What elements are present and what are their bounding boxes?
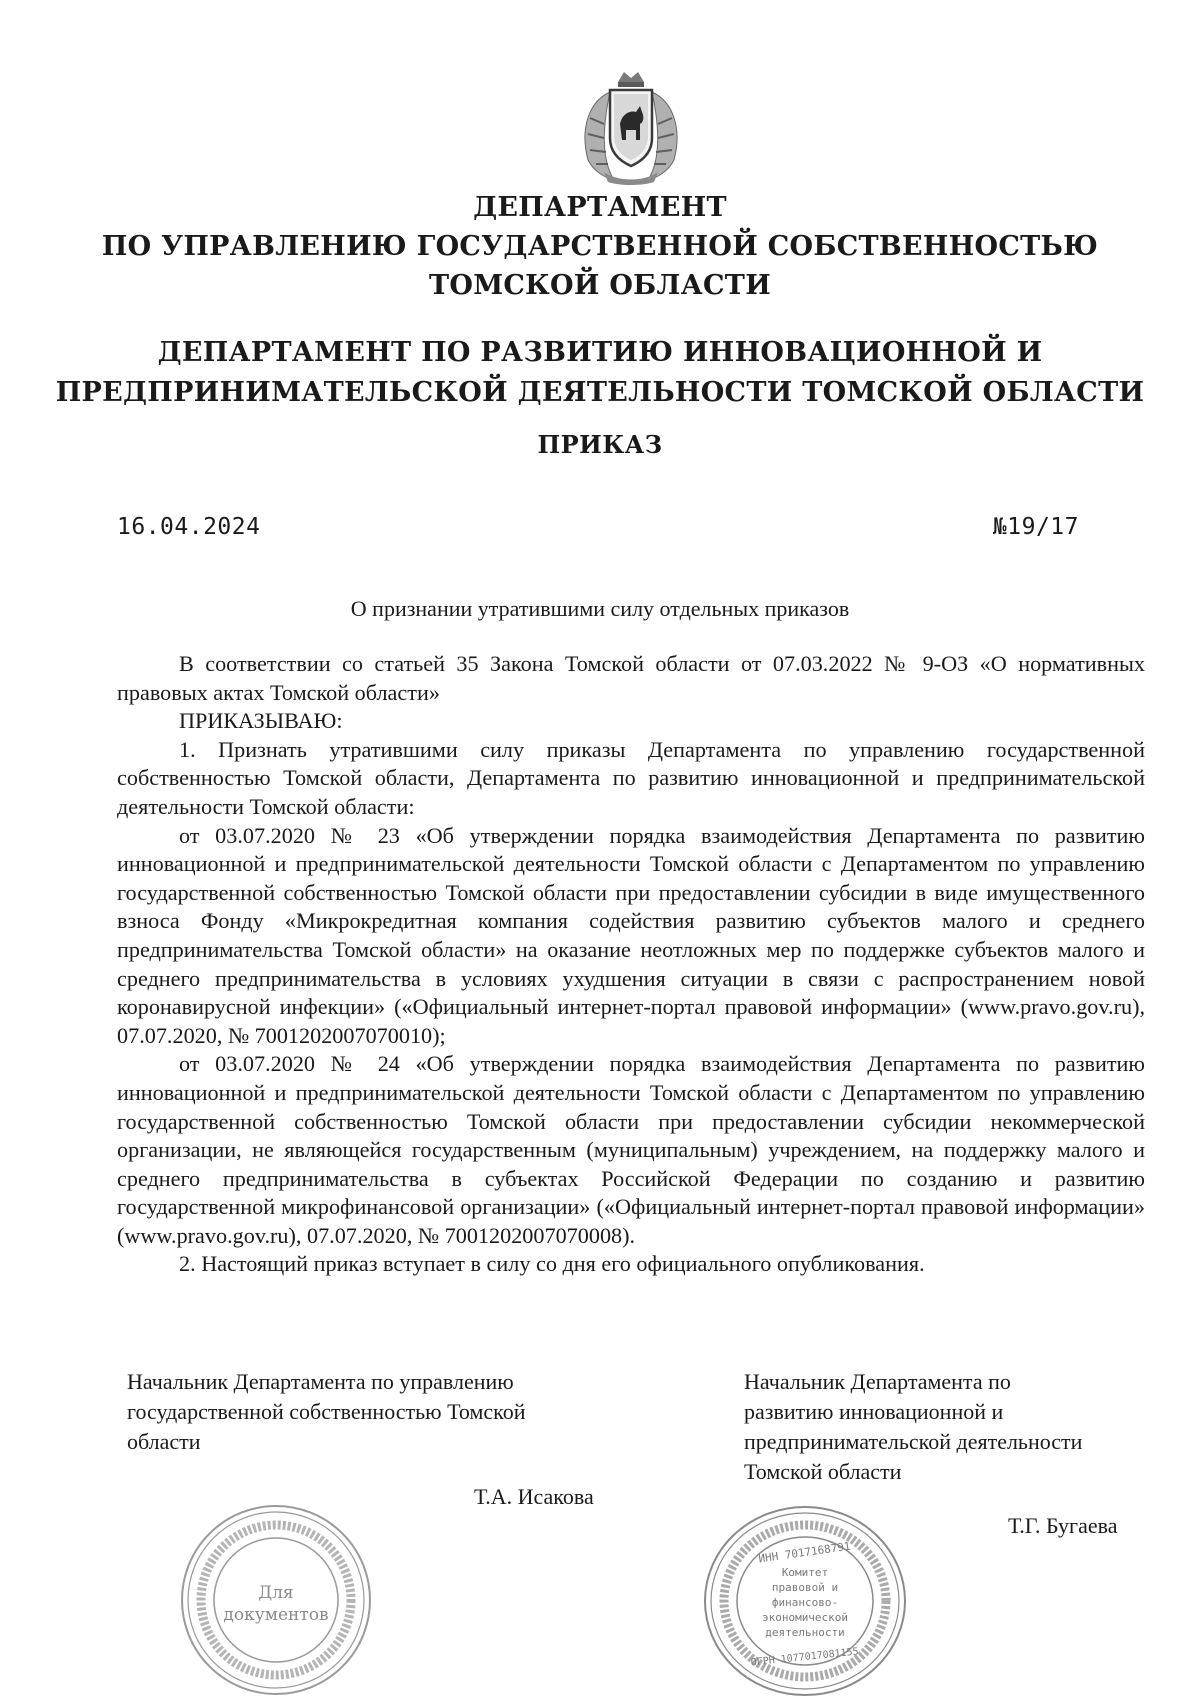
order-date: 16.04.2024 <box>117 514 261 540</box>
dept2-line-1: ДЕПАРТАМЕНТ ПО РАЗВИТИЮ ИННОВАЦИОННОЙ И <box>157 337 1043 368</box>
right-official-stamp <box>702 1504 908 1698</box>
right-stamp-line-4: экономической <box>761 1611 849 1624</box>
body-paragraph-basis: В соответствии со статьей 35 Закона Томской области от 07.03.2022 № 9-ОЗ «О нормативных правовых актах Томской области» <box>117 651 1145 705</box>
order-body <box>117 650 1145 1279</box>
body-paragraph-order-24: от 03.07.2020 № 24 «Об утверждении порядка взаимодействия Департамента по развитию инновационной и предпринимательской деятельности Томской области с Департаментом по управлению государственной собственностью Томской области при предоставлении субсидии некоммерческой организации, не являющейся государственным (муниципальным) учреждением, на поддержку малого и среднего предпринимательства в субъектах Российской Федерации по созданию и развитию государственной микрофинансовой организации» («Официальный интернет-портал правовой информации» (www.pravo.gov.ru), 07.07.2020, № 7001202007070008). <box>117 1051 1145 1248</box>
left-official-stamp <box>178 1502 374 1698</box>
dept1-line-2: ПО УПРАВЛЕНИЮ ГОСУДАРСТВЕННОЙ СОБСТВЕННОСТЬЮ <box>101 231 1099 262</box>
left-stamp-line-2: документов <box>223 1605 329 1625</box>
left-title-line-3: области <box>127 1429 201 1454</box>
left-title-line-1: Начальник Департамента по управлению <box>127 1369 514 1394</box>
right-title-line-2: развитию инновационной и <box>744 1399 1004 1424</box>
right-stamp-line-5: деятельности <box>765 1626 845 1639</box>
right-title-line-4: Томской области <box>744 1459 902 1484</box>
order-subject: О признании утратившими силу отдельных приказов <box>350 596 850 621</box>
right-stamp-line-1: Комитет <box>781 1566 829 1579</box>
right-stamp-top-line: ИНН 7017168791 <box>757 1539 852 1566</box>
order-number: №19/17 <box>992 514 1079 540</box>
right-stamp-bottom-line: ОГРН 1077017081155 <box>750 1646 860 1669</box>
body-paragraph-item-2: 2. Настоящий приказ вступает в силу со дня его официального опубликования. <box>179 1251 925 1277</box>
body-paragraph-order-word: ПРИКАЗЫВАЮ: <box>179 708 343 734</box>
left-signatory-name: Т.А. Исакова <box>474 1484 594 1509</box>
right-title-line-1: Начальник Департамента по <box>744 1369 1011 1394</box>
document-type: ПРИКАЗ <box>537 430 663 459</box>
right-stamp-line-3: финансово- <box>771 1596 839 1609</box>
dept2-line-2: ПРЕДПРИНИМАТЕЛЬСКОЙ ДЕЯТЕЛЬНОСТИ ТОМСКОЙ ОБЛАСТИ <box>55 377 1145 408</box>
right-stamp-line-2: правовой и <box>771 1581 839 1594</box>
department-1-heading <box>0 188 1200 305</box>
body-paragraph-order-23: от 03.07.2020 № 23 «Об утверждении порядка взаимодействия Департамента по развитию инновационной и предпринимательской деятельности Томской области с Департаментом по управлению государственной собственностью Томской области при предоставлении субсидии в виде имущественного взноса Фонду «Микрокредитная компания содействия развитию субъектов малого и среднего предпринимательства Томской области» на оказание неотложных мер по поддержке субъектов малого и среднего предпринимательства в условиях ухудшения ситуации в связи с распространением новой коронавирусной инфекции» («Официальный интернет-портал правовой информации» (www.pravo.gov.ru), 07.07.2020, № 7001202007070010); <box>117 822 1145 1048</box>
department-2-heading <box>0 333 1200 413</box>
dept1-line-1: ДЕПАРТАМЕНТ <box>473 192 727 223</box>
left-stamp-line-1: Для <box>258 1583 294 1603</box>
right-signatory-title <box>744 1367 1164 1487</box>
left-signatory-title <box>127 1367 607 1457</box>
right-stamp-svg <box>702 1504 908 1698</box>
dept1-line-3: ТОМСКОЙ ОБЛАСТИ <box>428 270 772 301</box>
left-stamp-svg <box>178 1502 374 1698</box>
body-paragraph-item-1: 1. Признать утратившими силу приказы Департамента по управлению государственной собственностью Томской области, Департамента по развитию инновационной и предпринимательской деятельности Томской области: <box>117 736 1145 819</box>
right-signatory-name: Т.Г. Бугаева <box>1008 1513 1118 1538</box>
coat-of-arms-emblem <box>574 68 688 186</box>
left-title-line-2: государственной собственностью Томской <box>127 1399 526 1424</box>
right-title-line-3: предпринимательской деятельности <box>744 1429 1083 1454</box>
